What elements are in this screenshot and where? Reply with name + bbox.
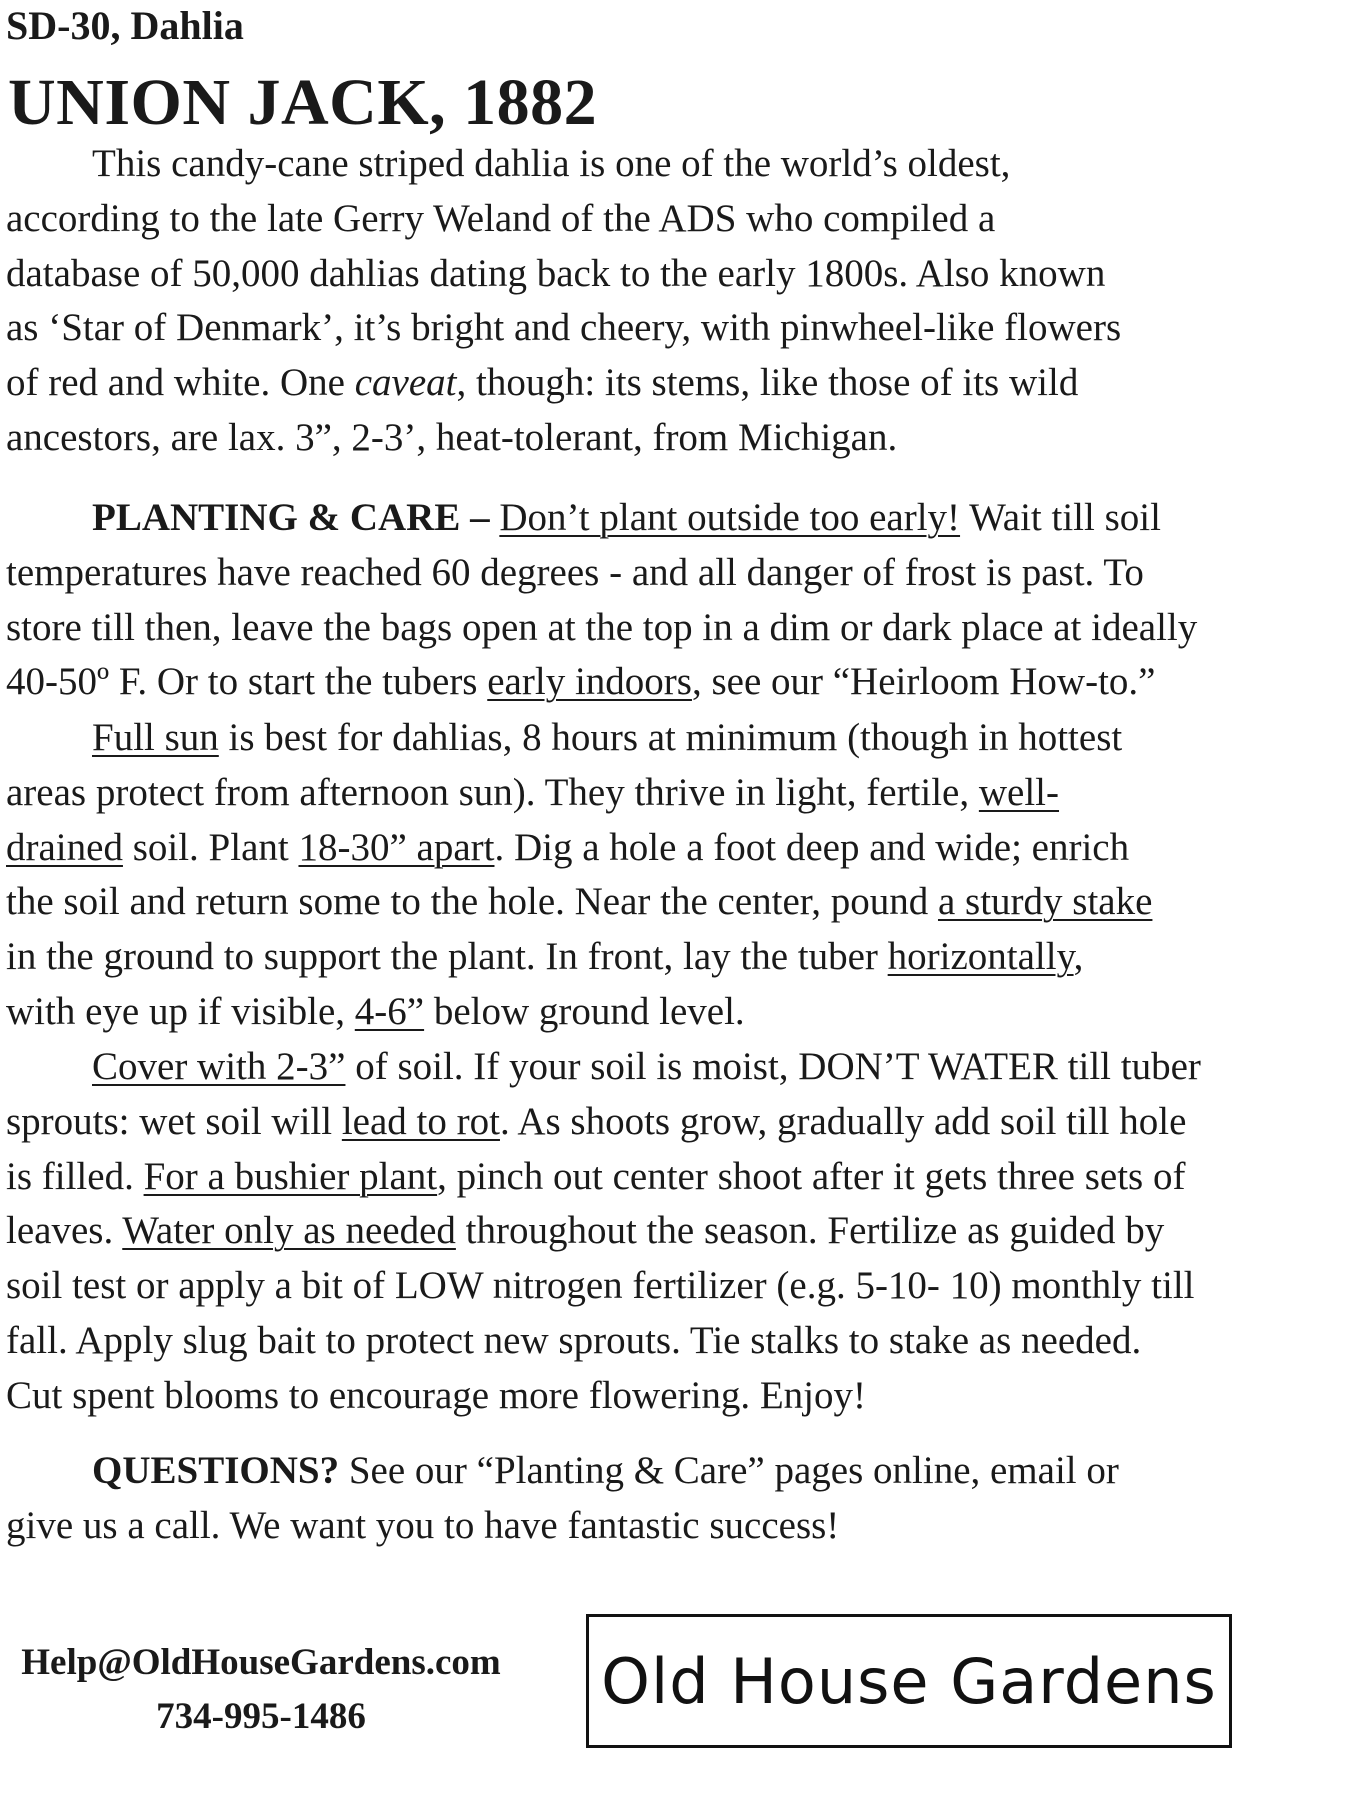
- underlined-text: 4-6”: [354, 989, 425, 1033]
- contact-block: [6, 1636, 516, 1744]
- brand-logo: [586, 1614, 1232, 1748]
- text-line: sprouts: wet soil will lead to rot. As shoots grow, gradually add soil till hole: [6, 1099, 1187, 1143]
- text-line: QUESTIONS? See our “Planting & Care” pages online, email or: [92, 1449, 1119, 1492]
- underlined-text: 18-30” apart: [298, 825, 495, 869]
- text-line: ancestors, are lax. 3”, 2-3’, heat-tolerant, from Michigan.: [6, 415, 898, 459]
- underlined-text: a sturdy stake: [937, 880, 1153, 924]
- text-line: according to the late Gerry Weland of the ADS who compiled a: [6, 196, 996, 240]
- text-line: of red and white. One caveat, though: its stems, like those of its wild: [6, 361, 1079, 405]
- underlined-text: well-: [978, 770, 1060, 814]
- section-heading: PLANTING & CARE –: [92, 496, 490, 539]
- contact-email: Help@OldHouseGardens.com: [21, 1642, 501, 1683]
- underlined-text: For a bushier plant: [143, 1154, 438, 1198]
- text-line: soil test or apply a bit of LOW nitrogen fertilizer (e.g. 5-10- 10) monthly till: [6, 1264, 1195, 1308]
- cover-paragraph: [6, 1040, 1306, 1424]
- section-heading: QUESTIONS?: [92, 1449, 340, 1492]
- text-line: fall. Apply slug bait to protect new sprouts. Tie stalks to stake as needed.: [6, 1318, 1142, 1362]
- text-line: is filled. For a bushier plant, pinch out center shoot after it gets three sets of: [6, 1154, 1186, 1198]
- underlined-text: lead to rot: [341, 1099, 500, 1143]
- brand-logo-text: Old House Gardens: [601, 1644, 1217, 1718]
- text-line: in the ground to support the plant. In front, lay the tuber horizontally,: [6, 935, 1084, 979]
- text-line: 40-50º F. Or to start the tubers early indoors, see our “Heirloom How-to.”: [6, 660, 1156, 704]
- text-line: with eye up if visible, 4-6” below ground level.: [6, 989, 745, 1033]
- text-line: leaves. Water only as needed throughout the season. Fertilize as guided by: [6, 1209, 1165, 1253]
- underlined-text: Water only as needed: [122, 1209, 456, 1253]
- product-title: UNION JACK, 1882: [8, 66, 598, 139]
- questions-paragraph: [6, 1444, 1306, 1554]
- text-line: Cut spent blooms to encourage more flowering. Enjoy!: [6, 1373, 866, 1417]
- text-line: drained soil. Plant 18-30” apart. Dig a hole a foot deep and wide; enrich: [6, 825, 1130, 869]
- underlined-text: Cover with 2-3”: [92, 1045, 346, 1088]
- text-line: areas protect from afternoon sun). They thrive in light, fertile, well-: [6, 770, 1060, 814]
- emphasis-text: caveat: [354, 361, 457, 405]
- underlined-text: Full sun: [92, 716, 219, 759]
- underlined-text: Don’t plant outside too early!: [499, 496, 961, 539]
- text-line: Cover with 2-3” of soil. If your soil is moist, DON’T WATER till tuber: [92, 1045, 1201, 1088]
- underlined-text: early indoors: [487, 660, 692, 704]
- underlined-text: drained: [6, 825, 123, 869]
- text-line: database of 50,000 dahlias dating back to the early 1800s. Also known: [6, 251, 1106, 295]
- product-code: SD-30, Dahlia: [6, 3, 244, 48]
- text-line: as ‘Star of Denmark’, it’s bright and cheery, with pinwheel-like flowers: [6, 306, 1122, 350]
- text-line: store till then, leave the bags open at the top in a dim or dark place at ideally: [6, 605, 1198, 649]
- text-line: temperatures have reached 60 degrees - and all danger of frost is past. To: [6, 550, 1144, 594]
- description-paragraph: [6, 137, 1306, 466]
- text-line: give us a call. We want you to have fantastic success!: [6, 1503, 840, 1547]
- text-line: Full sun is best for dahlias, 8 hours at minimum (though in hottest: [92, 716, 1123, 759]
- text-line: This candy-cane striped dahlia is one of the world’s oldest,: [92, 142, 1011, 185]
- contact-phone: 734-995-1486: [156, 1696, 366, 1737]
- underlined-text: horizontally: [887, 935, 1074, 979]
- sun-paragraph: [6, 711, 1306, 1040]
- text-line: PLANTING & CARE – Don’t plant outside too early! Wait till soil: [92, 496, 1161, 539]
- planting-care-paragraph: [6, 491, 1306, 710]
- text-line: the soil and return some to the hole. Near the center, pound a sturdy stake: [6, 880, 1153, 924]
